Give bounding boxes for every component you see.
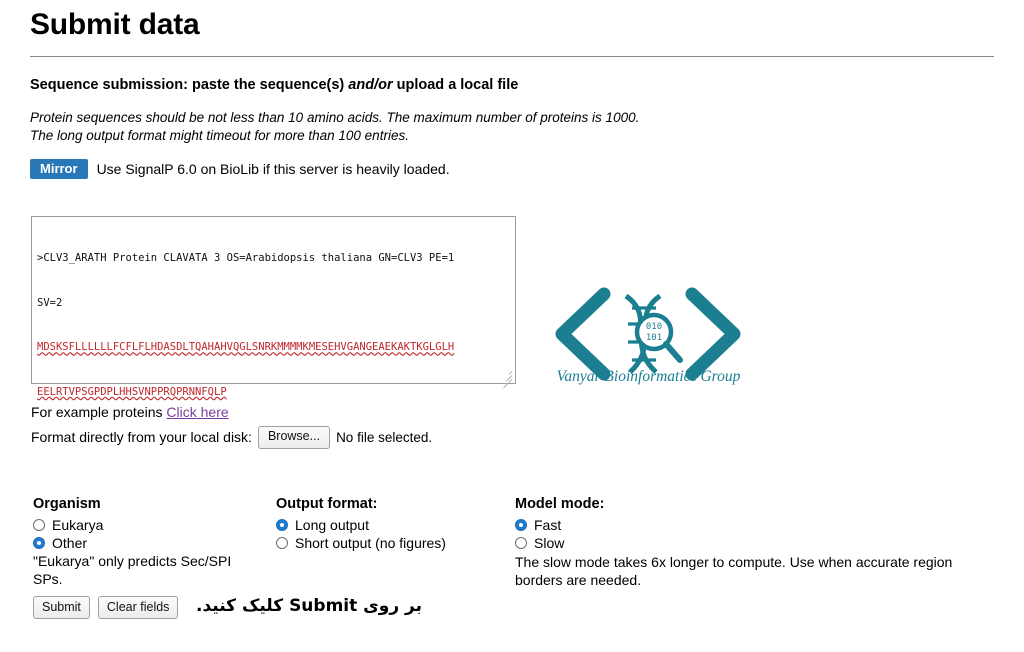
radio-icon-other[interactable] (33, 537, 45, 549)
radio-output-short[interactable] (276, 535, 516, 551)
mirror-text: Use SignalP 6.0 on BioLib if this server is heavily loaded. (96, 161, 450, 178)
sequence-line-1: >CLV3_ARATH Protein CLAVATA 3 OS=Arabidopsis thaliana GN=CLV3 PE=1 (37, 251, 455, 264)
radio-output-long[interactable] (276, 517, 516, 533)
file-status-text: No file selected. (336, 429, 433, 445)
submit-data-page (0, 8, 1024, 652)
radio-organism-eukarya[interactable] (33, 517, 253, 533)
logo-caption: Vanyar Bioinformatics Group (556, 368, 741, 385)
sequence-input[interactable] (31, 216, 516, 398)
submission-note-line2: The long output format might timeout for more than 100 entries. (30, 128, 409, 144)
radio-model-fast[interactable] (515, 517, 985, 533)
radio-label-fast: Fast (534, 517, 562, 533)
submit-button[interactable]: Submit (33, 596, 90, 619)
browse-button[interactable]: Browse... (258, 426, 330, 449)
radio-icon-long-output[interactable] (276, 519, 288, 531)
page-title: Submit data (30, 8, 200, 41)
model-mode-title: Model mode: (515, 496, 605, 512)
example-proteins-line (31, 404, 229, 420)
radio-icon-fast[interactable] (515, 519, 527, 531)
annotation-text: بر روی Submit کلیک کنید. (196, 596, 422, 616)
radio-label-eukarya: Eukarya (52, 517, 104, 533)
output-format-column (276, 496, 516, 553)
radio-icon-slow[interactable] (515, 537, 527, 549)
sequence-line-4: EELRTVPSGPDPLHHSVNPPRQPRNNFQLP (37, 385, 227, 398)
radio-label-other: Other (52, 535, 88, 551)
example-proteins-link[interactable]: Click here (166, 404, 229, 420)
organism-title: Organism (33, 496, 101, 512)
section-heading (30, 77, 1024, 93)
radio-icon-eukarya[interactable] (33, 519, 45, 531)
submission-note-line1: Protein sequences should be not less than 10 amino acids. The maximum number of proteins is 1000. (30, 110, 640, 125)
clear-fields-button[interactable]: Clear fields (98, 596, 179, 619)
organism-column (33, 496, 253, 588)
submission-note (30, 109, 1024, 145)
radio-organism-other[interactable] (33, 535, 253, 551)
output-format-title: Output format: (276, 496, 378, 512)
sequence-line-2: SV=2 (37, 296, 63, 309)
section-heading-part2: upload a local file (392, 77, 519, 93)
radio-label-short-output: Short output (no figures) (295, 535, 446, 551)
logo-binary-bottom: 101 (645, 333, 663, 343)
organism-note: "Eukarya" only predicts Sec/SPI SPs. (33, 553, 232, 587)
mirror-badge[interactable]: Mirror (30, 159, 88, 179)
file-upload-row (31, 426, 432, 449)
section-heading-italic: and/or (348, 77, 393, 93)
section-heading-part1: Sequence submission: paste the sequence(s) (30, 77, 349, 93)
form-buttons (33, 596, 178, 619)
file-upload-label: Format directly from your local disk: (31, 429, 252, 446)
model-mode-note: The slow mode takes 6x longer to compute. Use when accurate region borders are needed. (515, 554, 953, 588)
radio-model-slow[interactable] (515, 535, 985, 551)
logo-binary-top: 010 (645, 322, 663, 332)
title-divider (30, 56, 994, 57)
model-mode-column (515, 496, 985, 589)
radio-label-long-output: Long output (295, 517, 369, 533)
radio-label-slow: Slow (534, 535, 565, 551)
sequence-line-3: MDSKSFLLLLLLFCFLFLHDASDLTQAHAHVQGLSNRKMMMMKMESEHVGANGEAEKAKTKGLGLH (37, 341, 455, 354)
radio-icon-short-output[interactable] (276, 537, 288, 549)
example-proteins-label: For example proteins (31, 404, 167, 420)
mirror-row (30, 159, 1024, 179)
